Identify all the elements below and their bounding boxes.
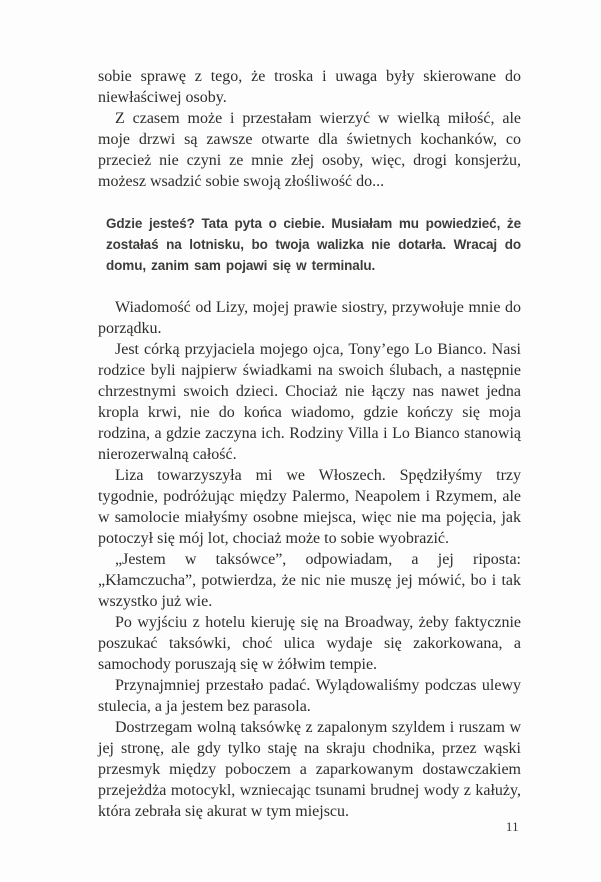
text-message-block: Gdzie jesteś? Tata pyta o ciebie. Musiałam mu powiedzieć, że zostałaś na lotnisku, bo twoja walizka nie dotarła. Wracaj do domu, zanim sam pojawi się w terminalu. xyxy=(106,216,521,273)
paragraph: Przynajmniej przestało padać. Wylądowaliśmy podczas ulewy stulecia, a ja jestem bez parasola. xyxy=(98,677,521,715)
page-number: 11 xyxy=(505,820,519,834)
paragraph: Liza towarzyszyła mi we Włoszech. Spędziłyśmy trzy tygodnie, podróżując między Palermo, Neapolem i Rzymem, ale w samolocie miałyśmy osobne miejsca, więc nie ma pojęcia, jak potoczył się mój lot, chociaż może to sobie wyobrazić. xyxy=(98,467,521,547)
paragraph: Z czasem może i przestałam wierzyć w wielką miłość, ale moje drzwi są zawsze otwarte dla świetnych kochanków, co przecież nie czyni ze mnie złej osoby, więc, drogi konsjerżu, możesz wsadzić sobie swoją złośliwość do... xyxy=(98,110,521,190)
paragraph: „Jestem w taksówce”, odpowiadam, a jej riposta: „Kłamczucha”, potwierdza, że nic nie muszę jej mówić, bo i tak wszystko już wie. xyxy=(98,551,521,610)
paragraph: Dostrzegam wolną taksówkę z zapalonym szyldem i ruszam w jej stronę, ale gdy tylko staję na skraju chodnika, przez wąski przesmyk między poboczem a zaparkowanym dostawczakiem przejeżdża motocykl, wzniecając tsunami brudnej wody z kałuży, która zebrała się akurat w tym miejscu. xyxy=(98,719,521,820)
page-text-block xyxy=(98,66,521,822)
paragraph: Wiadomość od Lizy, mojej prawie siostry, przywołuje mnie do porządku. xyxy=(98,299,521,337)
paragraph: Po wyjściu z hotelu kieruję się na Broadway, żeby faktycznie poszukać taksówki, choć ulica wydaje się zakorkowana, a samochody poruszają się w żółwim tempie. xyxy=(98,614,521,673)
paragraph: Jest córką przyjaciela mojego ojca, Tony’ego Lo Bianco. Nasi rodzice byli najpierw świadkami na swoich ślubach, a następnie chrzestnymi swoich dzieci. Chociaż nie łączy nas nawet jedna kropla krwi, nie do końca wiadomo, gdzie kończy się moja rodzina, a gdzie zaczyna ich. Rodziny Villa i Lo Bianco stanowią nierozerwalną całość. xyxy=(98,341,521,463)
paragraph-continuation: sobie sprawę z tego, że troska i uwaga były skierowane do niewłaściwej osoby. xyxy=(98,68,521,106)
